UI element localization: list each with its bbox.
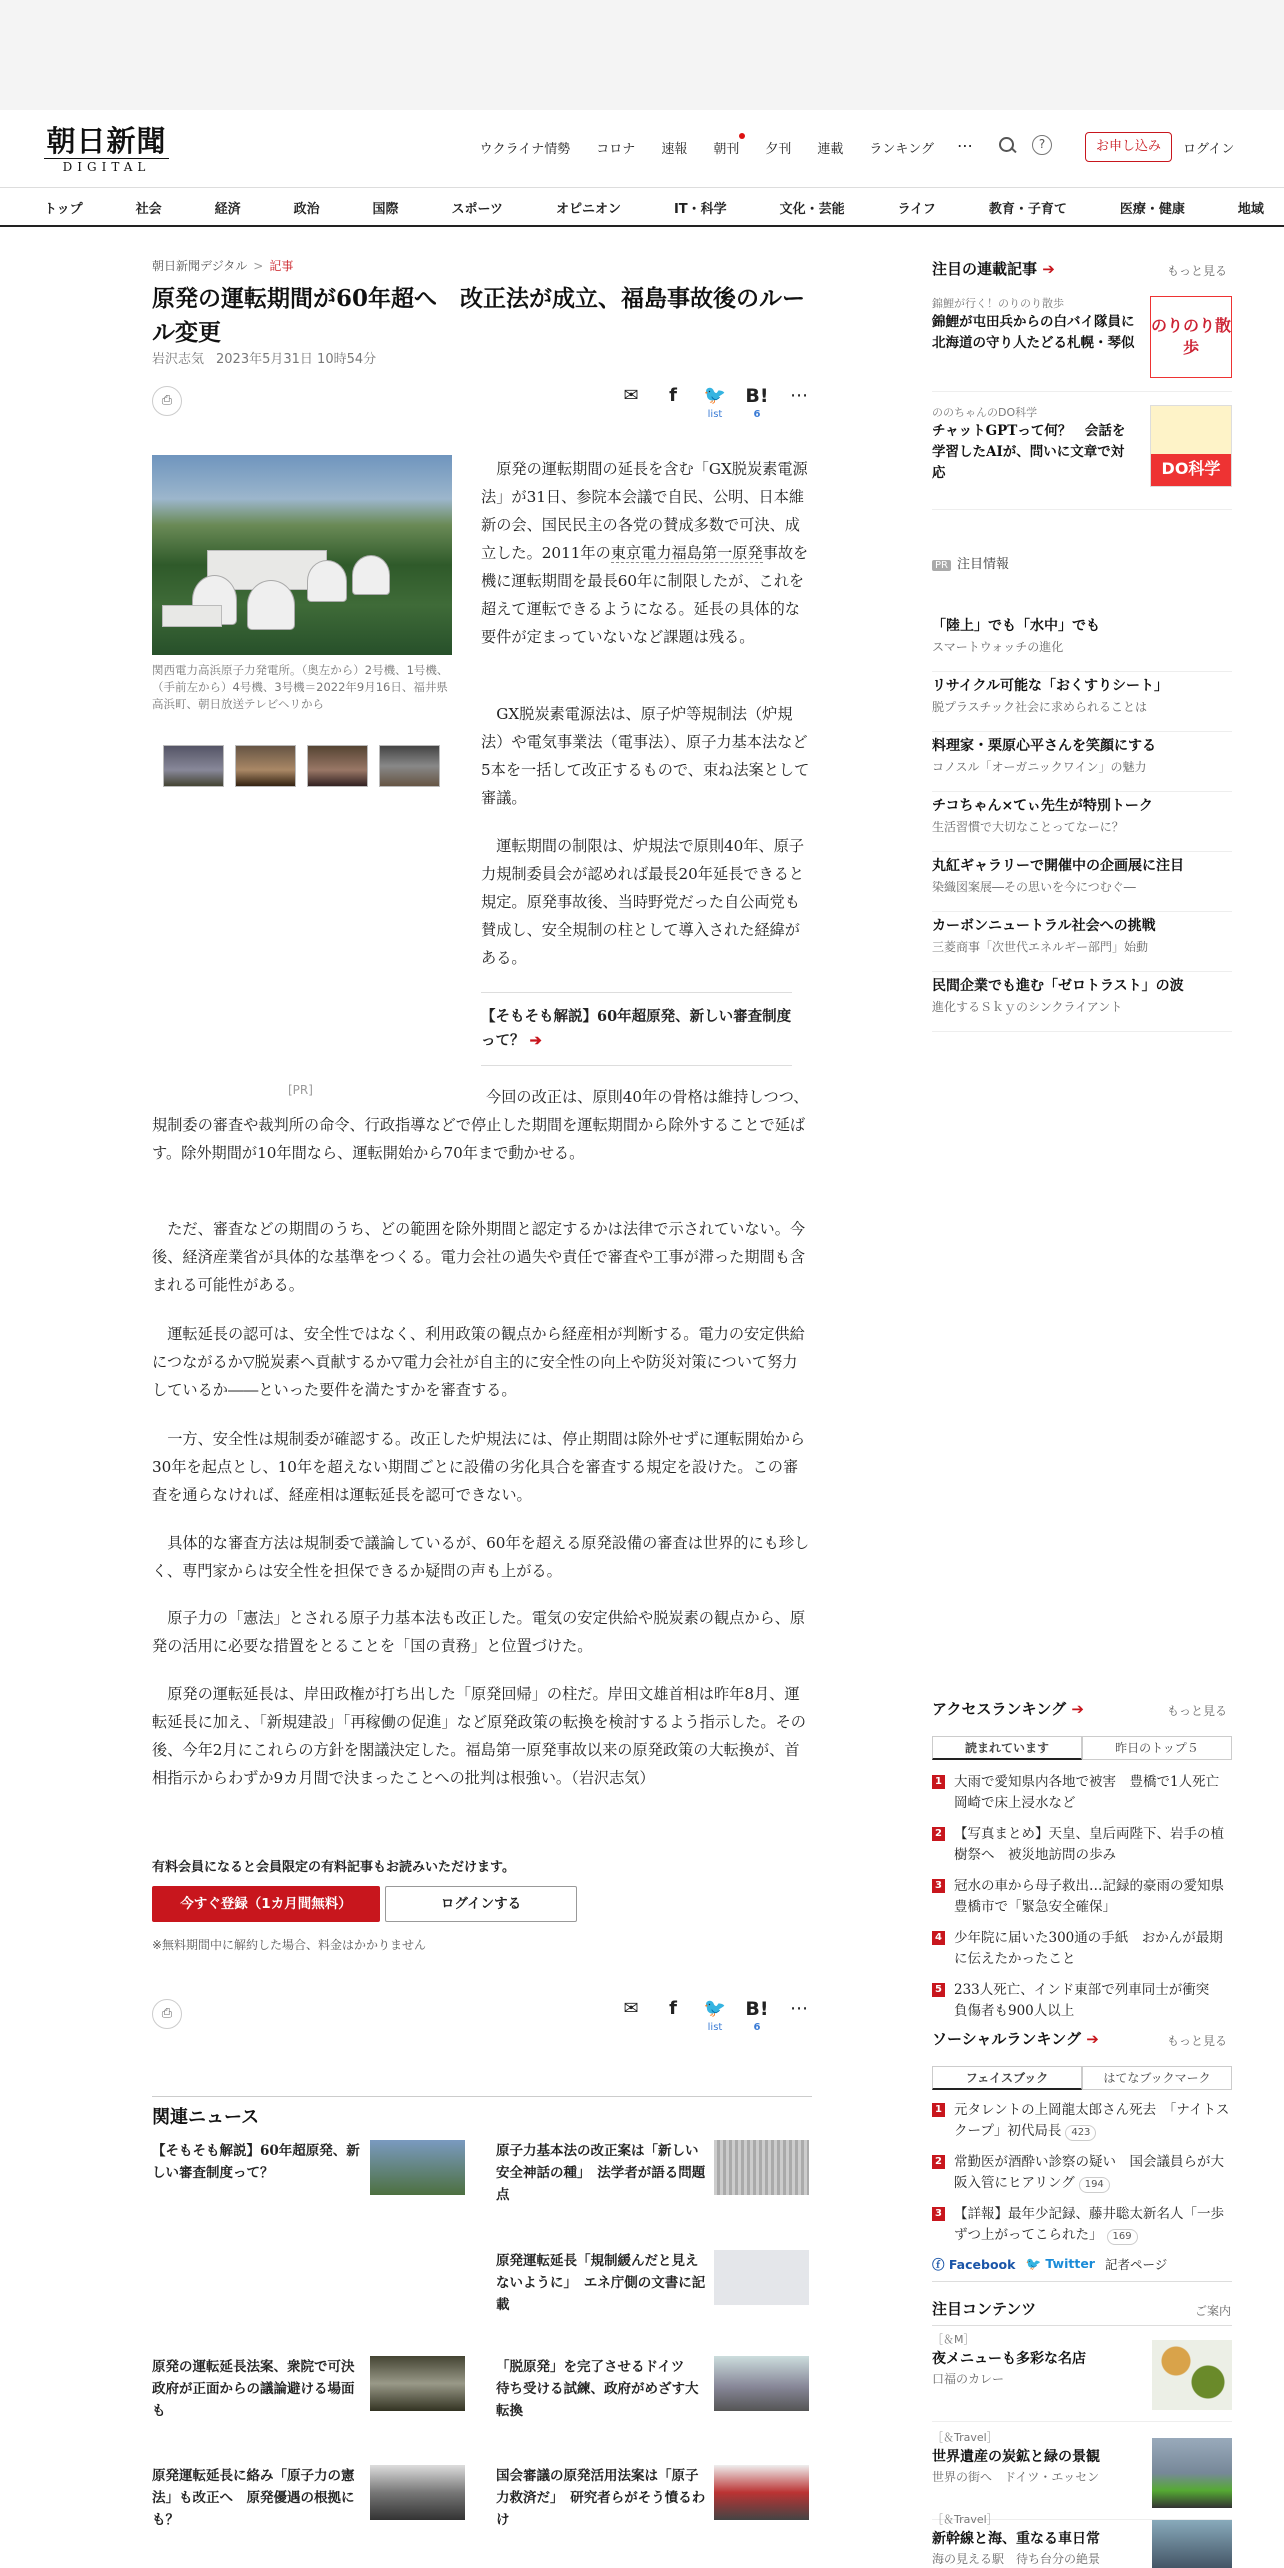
subscribe-button[interactable]: お申し込み — [1085, 132, 1172, 162]
pr-item[interactable] — [932, 792, 1232, 852]
related-item[interactable] — [152, 2465, 472, 2545]
access-tabs — [932, 1736, 1232, 1760]
serial-category: 錦鯉が行く！のりのり散歩 — [932, 297, 1064, 310]
content-item[interactable] — [932, 2512, 1232, 2568]
tab-hatena[interactable]: はてなブックマーク — [1082, 2066, 1232, 2090]
pr-item[interactable] — [932, 852, 1232, 912]
related-item[interactable] — [496, 2356, 816, 2436]
content-image — [1152, 2520, 1232, 2568]
serial-image: DO科学 — [1150, 405, 1232, 487]
twitter-link-text: Twitter — [1045, 2256, 1095, 2271]
related-item-image — [370, 2140, 465, 2195]
paragraph-8: 具体的な審査方法は規制委で議論しているが、60年を超える原発設備の審査は世界的にも珍しく、専門家からは安全性を担保できるか疑問の声も上がる。 — [152, 1534, 810, 1580]
breadcrumb-sep: > — [253, 259, 264, 273]
content-image — [1152, 2438, 1232, 2508]
hatena-icon[interactable]: B! 6 — [745, 1998, 769, 2033]
ranking-title: 常勤医が酒酔い診察の疑い 国会議員らが大阪入管にヒアリング — [954, 2154, 1224, 2191]
ranking-item[interactable] — [932, 2152, 1232, 2194]
top-nav — [454, 138, 934, 157]
related-item-title: 【そもそも解説】60年超原発、新しい審査制度って？ — [152, 2143, 360, 2181]
share-bar-bottom — [152, 1997, 812, 2037]
serial-image: のりのり散歩 — [1150, 296, 1232, 378]
pr-item-sub: スマートウォッチの進化 — [932, 640, 1064, 654]
related-item-title: 原子力基本法の改正案は「新しい安全神話の種」 法学者が語る問題点 — [496, 2143, 706, 2203]
facebook-icon[interactable]: f — [669, 1998, 677, 2019]
cat-international[interactable]: 国際 — [372, 201, 399, 217]
cat-health[interactable]: 医療・健康 — [1119, 201, 1185, 217]
paragraph-7: 一方、安全性は規制委が確認する。改正した炉規法には、停止期間は除外せずに運転開始から30年を起点とし、10年を超えない期間ごとに設備の劣化具合を審査する規定を設けた。この審査を通らなければ、経産相は運転延長を認可できない。 — [152, 1430, 806, 1504]
reporter-page-link[interactable]: 記者ページ — [1104, 2257, 1168, 2272]
hatena-icon[interactable]: B! 6 — [745, 385, 769, 420]
pr-item[interactable] — [932, 972, 1232, 1032]
ranking-item[interactable] — [932, 2204, 1232, 2246]
article-photo[interactable] — [152, 455, 452, 655]
pr-item-sub: コノスル「オーガニックワイン」の魅力 — [932, 760, 1147, 774]
related-item-image — [714, 2250, 809, 2305]
photo-caption: 関西電力高浜原子力発電所。（奥左から）2号機、1号機、（手前左から）4号機、3号機＝2022年9月16日、福井県高浜町、朝日放送テレビヘリから — [152, 663, 449, 711]
byline — [152, 348, 388, 367]
content-sub: 世界の街へ ドイツ・エッセン — [932, 2470, 1100, 2484]
ranking-item[interactable] — [932, 1824, 1232, 1866]
content-category: ［＆M］ — [932, 2333, 975, 2346]
social-links — [932, 2255, 1232, 2282]
social-tabs — [932, 2066, 1232, 2090]
cat-life[interactable]: ライフ — [897, 201, 936, 217]
site-header — [0, 110, 1284, 185]
related-item-title: 原発運転延長に絡み「原子力の憲法」も改正へ 原発優遇の根拠にも？ — [152, 2468, 355, 2528]
facebook-icon: ⓕ — [932, 2257, 945, 2272]
related-item[interactable] — [496, 2250, 816, 2330]
pr-tag: PR — [932, 560, 951, 571]
tab-facebook[interactable]: フェイスブック — [932, 2066, 1082, 2090]
cat-opinion[interactable]: オピニオン — [555, 201, 621, 217]
login-button[interactable]: ログインする — [385, 1886, 577, 1922]
share-count: 169 — [1107, 2229, 1138, 2245]
serial-more-link[interactable]: もっと見る — [1167, 264, 1228, 278]
paragraph-4: 今回の改正は、原則40年の骨格は維持しつつ、規制委の審査や裁判所の命令、行政指導などで停止した期間を運転期間から除外することで延ばす。除外期間が10年間なら、運転開始から70年まで動かせる。 — [152, 1088, 809, 1162]
related-news-title: 関連ニュース — [152, 2096, 812, 2129]
social-more-link[interactable]: もっと見る — [1167, 2034, 1228, 2048]
pr-list — [932, 612, 1232, 1032]
paragraph-5: ただ、審査などの期間のうち、どの範囲を除外期間と認定するかは法律で示されていない。今後、経済産業省が具体的な基準をつくる。電力会社の過失や責任で審査や工事が滞った期間も含まれる可能性がある。 — [152, 1220, 806, 1294]
related-item-title: 「脱原発」を完了させるドイツ 待ち受ける試練、政府がめざす大転換 — [496, 2359, 699, 2419]
cat-politics[interactable]: 政治 — [293, 201, 320, 217]
thumbnail[interactable] — [379, 745, 440, 787]
related-item[interactable] — [152, 2140, 472, 2220]
tab-read[interactable]: 読まれています — [932, 1736, 1082, 1760]
thumbnail[interactable] — [235, 745, 296, 787]
pr-item-sub: 生活習慣で大切なことってなーに？ — [932, 820, 1124, 834]
thumbnail[interactable] — [163, 745, 224, 787]
share-count: 423 — [1065, 2125, 1096, 2141]
access-ranking-text: アクセスランキング — [932, 1700, 1067, 1718]
breadcrumb-home[interactable]: 朝日新聞デジタル — [152, 259, 248, 273]
pr-heading-text: 注目情報 — [956, 557, 1009, 572]
content-sub: 口福のカレー — [932, 2372, 1005, 2386]
social-ranking-heading[interactable] — [932, 2028, 1099, 2049]
cat-top[interactable]: トップ — [44, 201, 83, 217]
facebook-icon[interactable]: f — [669, 385, 677, 406]
ranking-item[interactable] — [932, 1928, 1232, 1970]
pr-item-title: 「陸上」でも「水中」でも — [932, 618, 1100, 634]
pr-item-sub: 脱プラスチック社会に求められることは — [932, 700, 1148, 714]
related-item[interactable] — [152, 2356, 472, 2436]
pr-item-title: チコちゃん×てぃ先生が特別トーク — [932, 798, 1153, 814]
logo-sub: DIGITAL — [44, 158, 169, 174]
related-item-image — [714, 2140, 809, 2195]
content-category: ［＆Travel］ — [932, 2431, 998, 2444]
pr-label: [PR] — [288, 1083, 313, 1097]
twitter-icon[interactable]: 🐦 list — [703, 1998, 727, 2033]
nav-ranking[interactable]: ランキング — [869, 142, 934, 157]
pr-item[interactable] — [932, 672, 1232, 732]
arrow-right-icon: ➔ — [1071, 1700, 1084, 1718]
rank-number: 4 — [932, 1931, 945, 1945]
nav-morning-label: 朝刊 — [713, 142, 740, 157]
ranking-title: 大雨で愛知県内各地で被害 豊橋で1人死亡 岡崎で床上浸水など — [954, 1774, 1233, 1811]
paragraph-3: 運転期間の制限は、炉規法で原則40年、原子力規制委員会が認めれば最長20年延長できると規定。原発事故後、当時野党だった自公両党も賛成し、安全規制の柱として導入された経緯がある。 — [481, 837, 805, 967]
related-item-title: 国会審議の原発活用法案は「原子力救済だ」 研究者らがそう憤るわけ — [496, 2468, 706, 2528]
content-sub: 海の見える駅 待ち台分の絶景 — [932, 2552, 1101, 2566]
pr-heading — [932, 553, 1009, 572]
rank-number: 2 — [932, 2155, 945, 2169]
content-item[interactable] — [932, 2332, 1232, 2422]
ranking-title: 【詳報】最年少記録、藤井聡太新名人「一歩ずつ上がってこられた」 — [954, 2206, 1224, 2243]
site-logo[interactable] — [44, 124, 169, 174]
access-ranking-list — [932, 1772, 1232, 2032]
login-link[interactable]: ログイン — [1183, 142, 1235, 157]
serial-title: 錦鯉が屯田兵からの白バイ隊員に 北海道の守り人たどる札幌・琴似 — [932, 314, 1148, 351]
contents-guide-link[interactable]: ご案内 — [1195, 2304, 1232, 2318]
content-category: ［＆Travel］ — [932, 2513, 998, 2526]
ranking-title: 少年院に届いた300通の手紙 おかんが最期に伝えたかったこと — [954, 1930, 1223, 1967]
paragraph-1 — [481, 455, 811, 651]
paragraph-6: 運転延長の認可は、安全性ではなく、利用政策の観点から経産相が判断する。電力の安定供給につながるか▽脱炭素へ貢献するか▽電力会社が自主的に安全性の向上や防災対策について努力しているか――といった要件を満たすかを審査する。 — [152, 1325, 805, 1399]
related-item-title: 原発の運転延長法案、衆院で可決 政府が正面からの議論避ける場面も — [152, 2359, 368, 2419]
serial-heading-text: 注目の連載記事 — [932, 260, 1038, 278]
pr-item-sub: 染織図案展―その思いを今につむぐ― — [932, 880, 1136, 894]
access-ranking-heading[interactable] — [932, 1698, 1084, 1719]
arrow-right-icon: ➔ — [1086, 2030, 1099, 2048]
thumbnail[interactable] — [307, 745, 368, 787]
article-title: 原発の運転期間が60年超へ 改正法が成立、福島事故後のルール変更 — [152, 285, 806, 346]
hatena-count: 6 — [753, 409, 761, 420]
free-note: ※無料期間中に解約した場合、料金はかかりません — [152, 1938, 427, 1952]
tab-yesterday[interactable]: 昨日のトップ５ — [1082, 1736, 1232, 1760]
category-nav — [0, 187, 1284, 227]
pr-item-title: 料理家・栗原心平さんを笑顔にする — [932, 738, 1156, 754]
rank-number: 2 — [932, 1827, 945, 1841]
facebook-link-text: Facebook — [948, 2257, 1016, 2272]
content-item[interactable] — [932, 2430, 1232, 2520]
twitter-count: list — [707, 2022, 723, 2033]
rank-number: 1 — [932, 1775, 945, 1789]
pr-item-title: カーボンニュートラル社会への挑戦 — [932, 918, 1156, 934]
header-icons — [957, 134, 1052, 156]
rank-number: 3 — [932, 2207, 945, 2221]
breadcrumb-current: 記事 — [269, 259, 294, 273]
print-icon[interactable]: ⎙ — [152, 386, 182, 416]
arrow-right-icon: ➔ — [1042, 260, 1055, 278]
rank-number: 5 — [932, 1983, 945, 1997]
related-item-image — [370, 2465, 465, 2520]
content-title: 世界遺産の炭鉱と緑の景観 — [932, 2449, 1100, 2465]
twitter-icon[interactable]: 🐦 list — [703, 385, 727, 420]
search-icon[interactable] — [996, 134, 1018, 156]
register-button[interactable]: 今すぐ登録（1カ月間無料） — [152, 1886, 380, 1922]
paragraph-2: GX脱炭素電源法は、原子炉等規制法（炉規法）や電気事業法（電事法）、原子力基本法など5本を一括して改正するもので、束ね法案として審議。 — [481, 705, 810, 807]
pr-item[interactable] — [932, 612, 1232, 672]
nav-ukraine[interactable]: ウクライナ情勢 — [479, 142, 571, 157]
help-icon[interactable]: ? — [1032, 135, 1052, 155]
serial-category: ののちゃんのDO科学 — [932, 406, 1038, 419]
cat-education[interactable]: 教育・子育て — [988, 201, 1067, 217]
hatena-count: 6 — [753, 2022, 761, 2033]
related-item-image — [714, 2465, 809, 2520]
paragraph-9: 原子力の「憲法」とされる原子力基本法も改正した。電気の安定供給や脱炭素の観点から、原発の活用に必要な措置をとることを「国の責務」と位置づけた。 — [152, 1609, 806, 1655]
serial-card[interactable] — [932, 405, 1232, 510]
more-share-icon[interactable]: ⋯ — [790, 385, 808, 406]
new-dot — [739, 133, 745, 139]
nav-corona[interactable]: コロナ — [596, 142, 636, 157]
photo-dome — [307, 560, 347, 602]
photo-building — [162, 605, 222, 627]
facebook-link[interactable] — [932, 2255, 1015, 2273]
more-share-icon[interactable]: ⋯ — [790, 1998, 808, 2019]
rank-number: 1 — [932, 2103, 945, 2117]
cat-economy[interactable]: 経済 — [214, 201, 241, 217]
content-image — [1152, 2340, 1232, 2410]
photo-thumbnails — [163, 745, 440, 787]
related-item[interactable] — [496, 2465, 816, 2545]
related-item-image — [714, 2356, 809, 2411]
related-item[interactable] — [496, 2140, 816, 2220]
ranking-item[interactable] — [932, 1876, 1232, 1918]
nav-serial[interactable]: 連載 — [817, 142, 844, 157]
twitter-icon: 🐦 — [1025, 2256, 1042, 2271]
pr-item[interactable] — [932, 732, 1232, 792]
author[interactable]: 岩沢志気 — [152, 352, 205, 367]
related-item-title: 原発運転延長「規制緩んだと見えないように」 エネ庁側の文書に記載 — [496, 2253, 706, 2313]
pr-item[interactable] — [932, 912, 1232, 972]
pr-item-sub: 進化するＳｋｙのシンクライアント — [932, 1000, 1123, 1014]
social-ranking-list — [932, 2100, 1232, 2256]
p1-text-a: 原発の運転期間の延長を含む「GX脱炭素電源法」が31日、参院本会議で自民、公明、日本維新の会、国民民主の各党の賛成多数で可決、成立した。2011年の — [481, 460, 808, 562]
pr-item-title: 丸紅ギャラリーで開催中の企画展に注目 — [932, 858, 1184, 874]
cat-society[interactable]: 社会 — [135, 201, 162, 217]
mail-icon[interactable]: ✉ — [623, 1998, 639, 2019]
nav-evening[interactable]: 夕刊 — [765, 142, 792, 157]
serial-title: チャットGPTって何？ 会話を学習したAIが、問いに文章で対応 — [932, 423, 1126, 481]
photo-dome — [247, 580, 295, 630]
share-count: 194 — [1079, 2177, 1110, 2193]
contents-heading: 注目コンテンツ — [932, 2298, 1232, 2326]
pr-item-sub: 三菱商事「次世代エネルギー部門」始動 — [932, 940, 1149, 954]
content-title: 新幹線と海、重なる車日常 — [932, 2531, 1100, 2547]
photo-dome — [352, 555, 390, 595]
related-item-image — [370, 2356, 465, 2411]
publish-date: 2023年5月31日 10時54分 — [216, 352, 377, 367]
related-link-box[interactable] — [481, 992, 792, 1066]
ranking-item[interactable] — [932, 2100, 1232, 2142]
pr-item-title: リサイクル可能な「おくすりシート」 — [932, 678, 1169, 694]
twitter-count: list — [707, 409, 723, 420]
ranking-item[interactable] — [932, 1980, 1232, 2022]
print-icon[interactable]: ⎙ — [152, 1999, 182, 2029]
serial-card[interactable] — [932, 296, 1232, 392]
rank-number: 3 — [932, 1879, 945, 1893]
content-title: 夜メニューも多彩な名店 — [932, 2351, 1086, 2367]
serial-heading[interactable] — [932, 258, 1055, 279]
cat-region[interactable]: 地域 — [1237, 201, 1264, 217]
ranking-title: 元タレントの上岡龍太郎さん死去 「ナイトスクープ」初代局長 — [954, 2102, 1230, 2139]
access-more-link[interactable]: もっと見る — [1167, 1704, 1228, 1718]
arrow-right-icon: ➔ — [529, 1032, 542, 1049]
logo-main: 朝日新聞 — [46, 124, 167, 158]
share-bar-top — [152, 384, 812, 424]
ranking-title: 233人死亡、インド東部で列車同士が衝突 負傷者も900人以上 — [954, 1982, 1223, 2019]
pr-item-title: 民間企業でも進む「ゼロトラスト」の波 — [932, 978, 1184, 994]
member-text: 有料会員になると会員限定の有料記事もお読みいただけます。 — [152, 1860, 515, 1875]
related-link-text: 【そもそも解説】60年超原発、新しい審査制度って？ — [481, 1008, 792, 1049]
nav-morning[interactable] — [713, 138, 739, 157]
social-ranking-text: ソーシャルランキング — [932, 2030, 1081, 2048]
ranking-title: 冠水の車から母子救出…記録的豪雨の愛知県豊橋市で「緊急安全確保」 — [954, 1878, 1224, 1915]
top-ad-area — [0, 0, 1284, 110]
ranking-item[interactable] — [932, 1772, 1232, 1814]
paragraph-10: 原発の運転延長は、岸田政権が打ち出した「原発回帰」の柱だ。岸田文雄首相は昨年8月、運転延長に加え、「新規建設」「再稼働の促進」など原発政策の転換を検討するよう指示した。その後、今年2月にこれらの方針を閣議決定した。福島第一原発事故以来の原発政策の大転換が、首相指示からわずか9カ月間で決まったことへの批判は根強い。（岩沢志気） — [152, 1685, 806, 1787]
p1-link[interactable]: 東京電力福島第一原発 — [610, 544, 763, 562]
more-icon[interactable]: ⋯ — [957, 135, 974, 155]
twitter-link[interactable] — [1025, 2256, 1095, 2272]
breadcrumb — [152, 257, 293, 274]
p1-text-c: 事故を機に運転期間を最長60年に制限したが、これを超えて運転できるようになる。延長の具体的な要件が定まっていないなど課題は残る。 — [481, 544, 809, 646]
cat-culture[interactable]: 文化・芸能 — [779, 201, 845, 217]
nav-breaking[interactable]: 速報 — [661, 142, 688, 157]
cat-it-science[interactable]: IT・科学 — [673, 201, 727, 217]
cat-sports[interactable]: スポーツ — [451, 201, 504, 217]
mail-icon[interactable]: ✉ — [623, 385, 639, 406]
ranking-title: 【写真まとめ】天皇、皇后両陛下、岩手の植樹祭へ 被災地訪問の歩み — [954, 1826, 1224, 1863]
